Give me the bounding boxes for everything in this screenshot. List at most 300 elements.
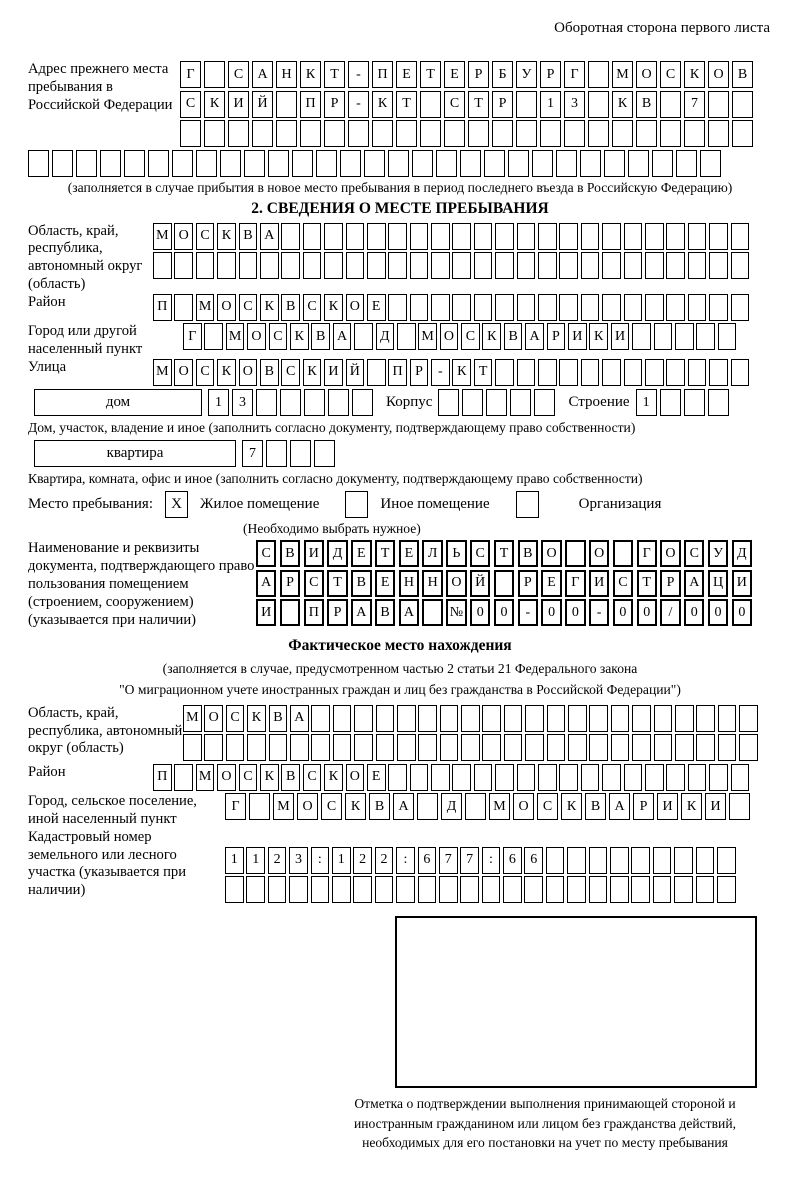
char-box	[717, 847, 736, 874]
char-box	[676, 150, 697, 177]
char-box	[624, 764, 643, 791]
char-box	[589, 705, 608, 732]
char-box	[688, 294, 707, 321]
confirmation-mark-box	[395, 916, 757, 1088]
char-box: М	[418, 323, 437, 350]
char-box: Т	[474, 359, 493, 386]
char-box: В	[281, 294, 300, 321]
char-box	[653, 876, 672, 903]
char-box	[260, 252, 279, 279]
char-box	[172, 150, 193, 177]
char-box: №	[446, 599, 466, 626]
char-box	[674, 876, 693, 903]
char-box: П	[153, 294, 172, 321]
char-box	[225, 876, 244, 903]
char-box	[324, 252, 343, 279]
char-box: К	[290, 323, 309, 350]
char-box: А	[260, 223, 279, 250]
char-box: Т	[324, 61, 345, 88]
char-box: В	[585, 793, 606, 820]
char-box	[538, 223, 557, 250]
char-box	[280, 599, 300, 626]
char-box: У	[516, 61, 537, 88]
char-box	[290, 440, 311, 467]
char-box	[581, 252, 600, 279]
char-box: В	[260, 359, 279, 386]
char-box: Р	[280, 570, 300, 597]
char-box: В	[280, 540, 300, 567]
char-box	[688, 252, 707, 279]
char-box	[546, 847, 565, 874]
char-box: Е	[375, 570, 395, 597]
char-box	[439, 876, 458, 903]
char-box	[354, 734, 373, 761]
char-box: С	[269, 323, 288, 350]
street-label: Улица	[28, 358, 67, 375]
char-box	[540, 120, 561, 147]
char-box: 0	[470, 599, 490, 626]
checkbox-residential: X	[165, 491, 188, 518]
char-box: 1	[246, 847, 265, 874]
char-box: О	[346, 764, 365, 791]
char-box	[492, 120, 513, 147]
char-box: К	[260, 764, 279, 791]
char-box	[696, 705, 715, 732]
char-box	[410, 764, 429, 791]
char-box	[388, 294, 407, 321]
char-box	[645, 294, 664, 321]
char-row-document-1	[256, 540, 755, 567]
document-section	[28, 540, 772, 629]
char-box	[708, 91, 729, 118]
char-row-actual-city	[225, 793, 753, 820]
char-box: В	[239, 223, 258, 250]
char-box	[631, 847, 650, 874]
char-box	[654, 323, 673, 350]
char-box: 1	[208, 389, 229, 416]
char-box	[666, 359, 685, 386]
char-box	[568, 734, 587, 761]
char-box	[292, 150, 313, 177]
char-box: К	[372, 91, 393, 118]
char-box	[346, 223, 365, 250]
char-box: П	[300, 91, 321, 118]
char-box: М	[196, 764, 215, 791]
char-box	[346, 252, 365, 279]
char-box: С	[321, 793, 342, 820]
char-box: 0	[494, 599, 514, 626]
char-box: С	[303, 764, 322, 791]
char-box	[353, 876, 372, 903]
char-box: К	[345, 793, 366, 820]
char-box: И	[732, 570, 752, 597]
char-box	[311, 876, 330, 903]
char-box: В	[369, 793, 390, 820]
actual-region-label: Область, край, республика, автономный округ (область)	[28, 704, 183, 757]
char-box	[628, 150, 649, 177]
char-box	[708, 120, 729, 147]
char-box	[564, 120, 585, 147]
region-section	[28, 223, 772, 294]
char-box: С	[196, 223, 215, 250]
char-box	[709, 294, 728, 321]
char-box	[204, 120, 225, 147]
char-box	[28, 150, 49, 177]
char-box: И	[228, 91, 249, 118]
char-box: Ц	[708, 570, 728, 597]
house-caption: Дом, участок, владение и иное (заполнить согласно документу, подтверждающему право собственности)	[28, 420, 636, 436]
char-box: 6	[418, 847, 437, 874]
char-box: О	[217, 294, 236, 321]
char-box: Й	[252, 91, 273, 118]
char-box	[567, 847, 586, 874]
char-box	[460, 150, 481, 177]
char-box: В	[269, 705, 288, 732]
char-box: Д	[732, 540, 752, 567]
char-box: Г	[564, 61, 585, 88]
char-box	[581, 359, 600, 386]
char-row-stroenie	[636, 389, 732, 416]
char-box	[174, 252, 193, 279]
char-box	[474, 252, 493, 279]
char-box	[731, 223, 750, 250]
region-label: Область, край, республика, автономный округ (область)	[28, 222, 143, 293]
char-box: М	[273, 793, 294, 820]
char-box: Е	[444, 61, 465, 88]
char-box	[718, 705, 737, 732]
char-box: 0	[684, 599, 704, 626]
char-box	[674, 847, 693, 874]
char-box: А	[525, 323, 544, 350]
char-box: -	[348, 91, 369, 118]
char-row-region-2	[153, 252, 752, 279]
char-box: Т	[637, 570, 657, 597]
char-box: К	[303, 359, 322, 386]
char-box: Е	[541, 570, 561, 597]
char-box	[495, 294, 514, 321]
char-box	[589, 847, 608, 874]
char-box	[624, 223, 643, 250]
char-box	[602, 252, 621, 279]
char-box: Р	[492, 91, 513, 118]
char-box	[418, 705, 437, 732]
char-box	[354, 705, 373, 732]
city-label: Город или другой населенный пункт	[28, 323, 143, 358]
char-box	[438, 389, 459, 416]
char-box	[276, 120, 297, 147]
char-box: Е	[367, 764, 386, 791]
char-box	[247, 734, 266, 761]
char-box	[688, 764, 707, 791]
char-box	[148, 150, 169, 177]
char-box	[289, 876, 308, 903]
char-box: Н	[276, 61, 297, 88]
char-box	[717, 876, 736, 903]
char-box	[602, 359, 621, 386]
char-box	[654, 705, 673, 732]
actual-city-label: Город, сельское поселение, иной населенный пункт	[28, 793, 197, 828]
char-box	[495, 359, 514, 386]
char-box	[696, 323, 715, 350]
char-box: К	[324, 294, 343, 321]
apartment-caption: Квартира, комната, офис и иное (заполнить согласно документу, подтверждающему право собственности)	[28, 471, 643, 487]
char-box: О	[708, 61, 729, 88]
char-box: К	[452, 359, 471, 386]
char-box: Т	[468, 91, 489, 118]
actual-location-title: Фактическое место нахождения	[288, 637, 512, 655]
char-box: П	[388, 359, 407, 386]
char-box	[228, 120, 249, 147]
char-box	[559, 764, 578, 791]
char-box	[611, 705, 630, 732]
char-box	[517, 252, 536, 279]
char-box	[196, 150, 217, 177]
char-box: 2	[353, 847, 372, 874]
char-box: С	[239, 764, 258, 791]
char-box: С	[196, 359, 215, 386]
char-box: В	[518, 540, 538, 567]
char-box	[666, 764, 685, 791]
char-box: О	[513, 793, 534, 820]
char-box: О	[174, 223, 193, 250]
prev-address-footnote: (заполняется в случае прибытия в новое место пребывания в период последнего въезда в Российскую Федерацию)	[67, 180, 733, 195]
char-box: О	[247, 323, 266, 350]
char-box: О	[174, 359, 193, 386]
char-box	[556, 150, 577, 177]
char-box	[718, 734, 737, 761]
char-row-prev-address-4	[28, 150, 772, 177]
char-box	[444, 120, 465, 147]
char-box: И	[304, 540, 324, 567]
char-row-apartment-number	[242, 440, 338, 467]
char-box	[538, 359, 557, 386]
char-box	[660, 120, 681, 147]
char-box	[431, 294, 450, 321]
char-box	[76, 150, 97, 177]
char-box	[739, 705, 758, 732]
section2-title: 2. СВЕДЕНИЯ О МЕСТЕ ПРЕБЫВАНИЯ	[251, 199, 549, 217]
char-box	[602, 223, 621, 250]
char-box	[581, 223, 600, 250]
char-box: В	[281, 764, 300, 791]
char-box	[367, 359, 386, 386]
char-box	[204, 323, 223, 350]
char-box: 2	[375, 847, 394, 874]
char-box: О	[204, 705, 223, 732]
char-box: В	[504, 323, 523, 350]
char-box: :	[311, 847, 330, 874]
char-box: М	[183, 705, 202, 732]
char-box: П	[153, 764, 172, 791]
char-box	[654, 734, 673, 761]
char-box	[696, 876, 715, 903]
char-box: М	[226, 323, 245, 350]
char-box	[517, 223, 536, 250]
char-row-actual-region-2	[183, 734, 761, 761]
char-box	[538, 764, 557, 791]
char-box: К	[612, 91, 633, 118]
actual-district-section	[28, 764, 772, 794]
house-type-box: дом	[34, 389, 202, 416]
char-box: Р	[540, 61, 561, 88]
char-box	[316, 150, 337, 177]
char-box: О	[660, 540, 680, 567]
char-box: И	[589, 570, 609, 597]
char-box: С	[303, 294, 322, 321]
char-box	[660, 389, 681, 416]
char-box: :	[482, 847, 501, 874]
char-box	[290, 734, 309, 761]
char-box	[482, 876, 501, 903]
char-box	[482, 705, 501, 732]
char-box	[376, 734, 395, 761]
char-box: С	[226, 705, 245, 732]
char-box	[410, 252, 429, 279]
char-box: М	[153, 223, 172, 250]
char-box	[174, 764, 193, 791]
char-box	[352, 389, 373, 416]
char-box: 2	[268, 847, 287, 874]
char-box: М	[489, 793, 510, 820]
char-box	[495, 764, 514, 791]
char-box	[559, 252, 578, 279]
char-box	[624, 252, 643, 279]
char-box	[332, 876, 351, 903]
char-box: 1	[540, 91, 561, 118]
char-row-prev-address-1	[180, 61, 756, 88]
char-box	[516, 91, 537, 118]
char-box: А	[351, 599, 371, 626]
char-box	[688, 359, 707, 386]
char-box	[303, 252, 322, 279]
char-box	[538, 294, 557, 321]
char-box: К	[300, 61, 321, 88]
char-box	[632, 705, 651, 732]
char-box	[354, 323, 373, 350]
char-box	[700, 150, 721, 177]
char-row-prev-address-3	[180, 120, 756, 147]
char-box: С	[660, 61, 681, 88]
char-box: К	[217, 359, 236, 386]
char-box: 6	[503, 847, 522, 874]
char-box	[388, 150, 409, 177]
char-box	[440, 734, 459, 761]
char-box: С	[684, 540, 704, 567]
char-box	[303, 223, 322, 250]
char-box	[538, 252, 557, 279]
char-box: С	[304, 570, 324, 597]
char-box: О	[440, 323, 459, 350]
char-box: Р	[547, 323, 566, 350]
char-box: И	[657, 793, 678, 820]
char-box	[324, 120, 345, 147]
char-box	[636, 120, 657, 147]
char-box: 0	[613, 599, 633, 626]
char-box: К	[247, 705, 266, 732]
char-box: М	[153, 359, 172, 386]
char-box: Й	[346, 359, 365, 386]
char-box	[731, 252, 750, 279]
char-box	[604, 150, 625, 177]
char-box	[666, 223, 685, 250]
char-box: Н	[422, 570, 442, 597]
char-box	[484, 150, 505, 177]
char-box: С	[228, 61, 249, 88]
checkbox-organization	[516, 491, 539, 518]
char-box: Д	[441, 793, 462, 820]
char-box	[653, 847, 672, 874]
char-box: Р	[324, 91, 345, 118]
char-box	[452, 223, 471, 250]
char-box	[547, 734, 566, 761]
char-row-district	[153, 294, 752, 321]
char-box	[461, 705, 480, 732]
char-box: А	[256, 570, 276, 597]
char-box	[645, 764, 664, 791]
char-box	[417, 793, 438, 820]
char-box	[525, 734, 544, 761]
char-box	[249, 793, 270, 820]
char-box: М	[196, 294, 215, 321]
char-box	[666, 294, 685, 321]
char-box: У	[708, 540, 728, 567]
apartment-row	[28, 440, 772, 467]
char-box	[418, 734, 437, 761]
char-box	[246, 876, 265, 903]
char-row-document-3	[256, 599, 755, 626]
char-box: 0	[708, 599, 728, 626]
char-box: Е	[351, 540, 371, 567]
char-box: И	[705, 793, 726, 820]
char-box: К	[260, 294, 279, 321]
char-box	[645, 359, 664, 386]
char-box	[675, 734, 694, 761]
char-box	[239, 252, 258, 279]
char-box	[436, 150, 457, 177]
char-box	[364, 150, 385, 177]
char-box	[684, 120, 705, 147]
char-box	[388, 252, 407, 279]
char-box: /	[660, 599, 680, 626]
char-row-actual-region-1	[183, 705, 761, 732]
char-box	[375, 876, 394, 903]
char-box: -	[431, 359, 450, 386]
char-box	[333, 734, 352, 761]
char-box	[376, 705, 395, 732]
char-box	[388, 764, 407, 791]
char-box: 0	[565, 599, 585, 626]
char-box	[410, 223, 429, 250]
char-box: Е	[396, 61, 417, 88]
char-box: -	[518, 599, 538, 626]
char-box: И	[256, 599, 276, 626]
char-box	[709, 252, 728, 279]
char-box: В	[732, 61, 753, 88]
char-box	[696, 847, 715, 874]
actual-district-label: Район	[28, 763, 66, 780]
char-box	[508, 150, 529, 177]
char-box: Г	[637, 540, 657, 567]
char-box	[226, 734, 245, 761]
char-box	[174, 294, 193, 321]
char-box: А	[399, 599, 419, 626]
char-box	[220, 150, 241, 177]
char-box	[431, 252, 450, 279]
stay-type-label: Место пребывания:	[28, 495, 153, 512]
char-box	[708, 389, 729, 416]
char-box: :	[396, 847, 415, 874]
char-box	[731, 359, 750, 386]
